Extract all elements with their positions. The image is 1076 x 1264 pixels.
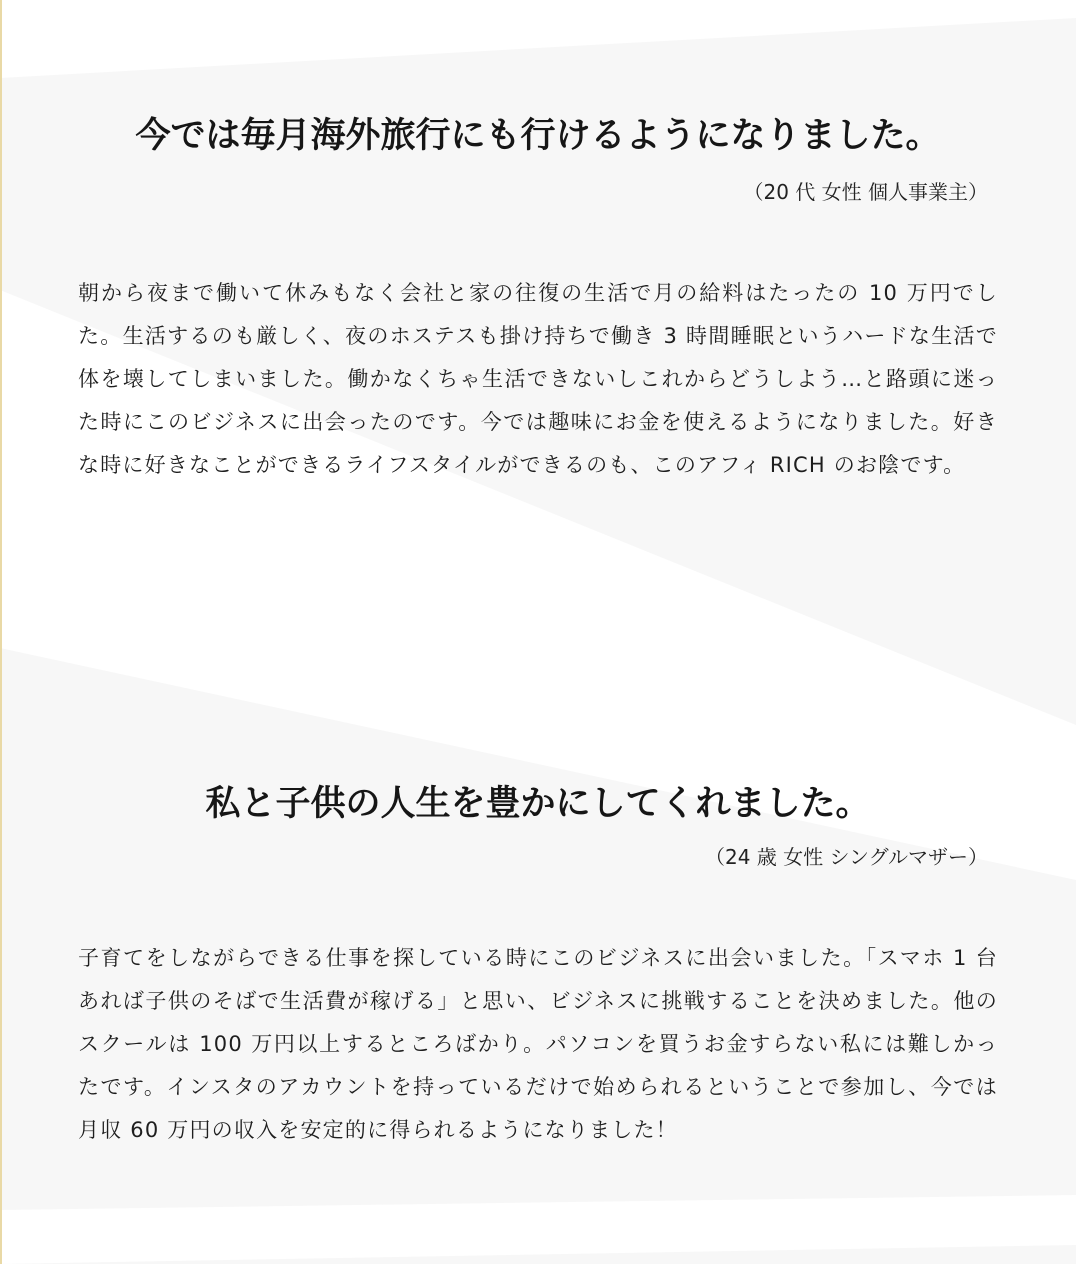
testimonial-body: 子育てをしながらできる仕事を探している時にこのビジネスに出会いました。「スマホ 1 台あれば子供のそばで生活費が稼げる」と思い、ビジネスに挑戦することを決めました。他のスクールは 100 万円以上するところばかり。パソコンを買うお金すらない私には難しかったです。インスタのアカウントを持っているだけで始められるということで参加し、今では月収 60 万円の収入を安定的に得られるようになりました！ — [78, 946, 998, 1142]
testimonial-body: 朝から夜まで働いて休みもなく会社と家の往復の生活で月の給料はたったの 10 万円でした。生活するのも厳しく、夜のホステスも掛け持ちで働き 3 時間睡眠というハードな生活で体を壊してしまいました。働かなくちゃ生活できないしこれからどうしよう…と路頭に迷った時にこのビジネスに出会ったのです。今では趣味にお金を使えるようになりました。好きな時に好きなことができるライフスタイルができるのも、このアフィ RICH のお陰です。 — [78, 281, 998, 477]
testimonial-card — [0, 780, 1076, 1142]
testimonial-author: （20 代 女性 個人事業主） — [743, 180, 988, 204]
testimonial-author: （24 歳 女性 シングルマザー） — [704, 845, 988, 869]
left-accent-line — [0, 0, 2, 1264]
testimonial-card — [0, 112, 1076, 477]
testimonial-title: 今では毎月海外旅行にも行けるようになりました。 — [135, 115, 941, 156]
testimonial-title: 私と子供の人生を豊かにしてくれました。 — [205, 783, 871, 824]
